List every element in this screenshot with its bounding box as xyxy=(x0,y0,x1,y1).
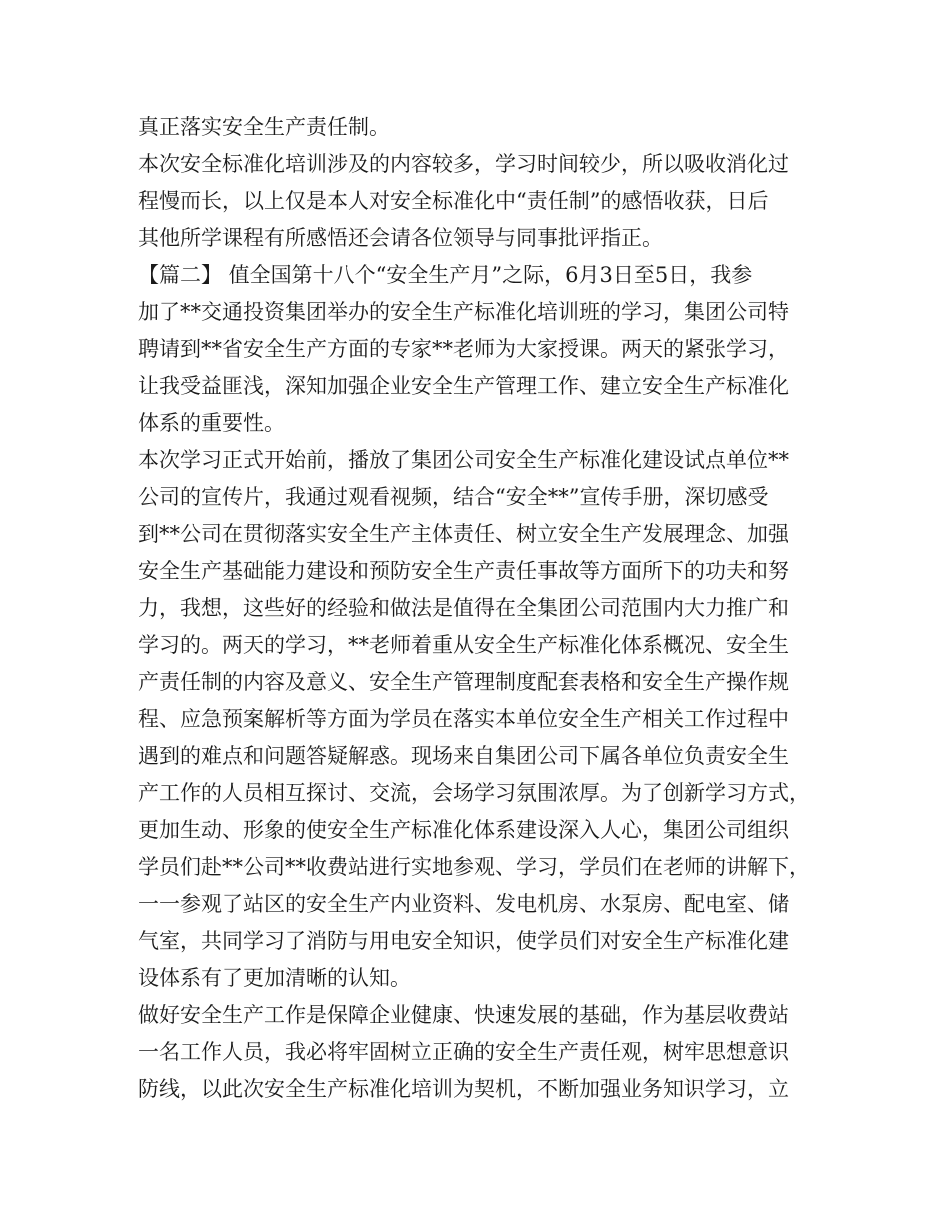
text-line: 防线，以此次安全生产标准化培训为契机，不断加强业务知识学习，立 xyxy=(138,1077,789,1101)
document-body xyxy=(138,109,828,1108)
text-line: 学习的。两天的学习，**老师着重从安全生产标准化体系概况、安全生 xyxy=(138,633,789,657)
text-line: 程慢而长，以上仅是本人对安全标准化中“责任制”的感悟收获，日后 xyxy=(138,189,769,213)
text-line: 真正落实安全生产责任制。 xyxy=(138,115,390,139)
text-line: 一一参观了站区的安全生产内业资料、发电机房、水泵房、配电室、储 xyxy=(138,892,789,916)
text-line: 体系的重要性。 xyxy=(138,411,285,435)
text-line: 让我受益匪浅，深知加强企业安全生产管理工作、建立安全生产标准化 xyxy=(138,374,789,398)
text-line: 本次安全标准化培训涉及的内容较多，学习时间较少，所以吸收消化过 xyxy=(138,152,789,176)
text-line: 一名工作人员，我必将牢固树立正确的安全生产责任观，树牢思想意识 xyxy=(138,1040,789,1064)
text-line: 其他所学课程有所感悟还会请各位领导与同事批评指正。 xyxy=(138,226,663,250)
text-line: 加了**交通投资集团举办的安全生产标准化培训班的学习，集团公司特 xyxy=(138,300,789,324)
text-line: 遇到的难点和问题答疑解惑。现场来自集团公司下属各单位负责安全生 xyxy=(138,744,789,768)
text-line: 学员们赴**公司**收费站进行实地参观、学习，学员们在老师的讲解下， xyxy=(138,855,810,879)
text-line: 产工作的人员相互探讨、交流，会场学习氛围浓厚。为了创新学习方式， xyxy=(138,781,810,805)
text-line: 气室，共同学习了消防与用电安全知识，使学员们对安全生产标准化建 xyxy=(138,929,789,953)
text-line: 本次学习正式开始前，播放了集团公司安全生产标准化建设试点单位** xyxy=(138,448,789,472)
text-line: 更加生动、形象的使安全生产标准化体系建设深入人心，集团公司组织 xyxy=(138,818,789,842)
text-line: 力，我想，这些好的经验和做法是值得在全集团公司范围内大力推广和 xyxy=(138,596,789,620)
text-line: 公司的宣传片，我通过观看视频，结合“安全**”宣传手册，深切感受 xyxy=(138,485,769,509)
text-line: 到**公司在贯彻落实安全生产主体责任、树立安全生产发展理念、加强 xyxy=(138,522,789,546)
text-line: 设体系有了更加清晰的认知。 xyxy=(138,966,411,990)
text-line: 聘请到**省安全生产方面的专家**老师为大家授课。两天的紧张学习， xyxy=(138,337,789,361)
text-line: 程、应急预案解析等方面为学员在落实本单位安全生产相关工作过程中 xyxy=(138,707,789,731)
section-heading-line: 【篇二】 值全国第十八个“安全生产月”之际，6月3日至5日，我参 xyxy=(138,263,753,287)
text-line: 做好安全生产工作是保障企业健康、快速发展的基础，作为基层收费站 xyxy=(138,1003,789,1027)
text-line: 产责任制的内容及意义、安全生产管理制度配套表格和安全生产操作规 xyxy=(138,670,789,694)
text-line: 安全生产基础能力建设和预防安全生产责任事故等方面所下的功夫和努 xyxy=(138,559,789,583)
